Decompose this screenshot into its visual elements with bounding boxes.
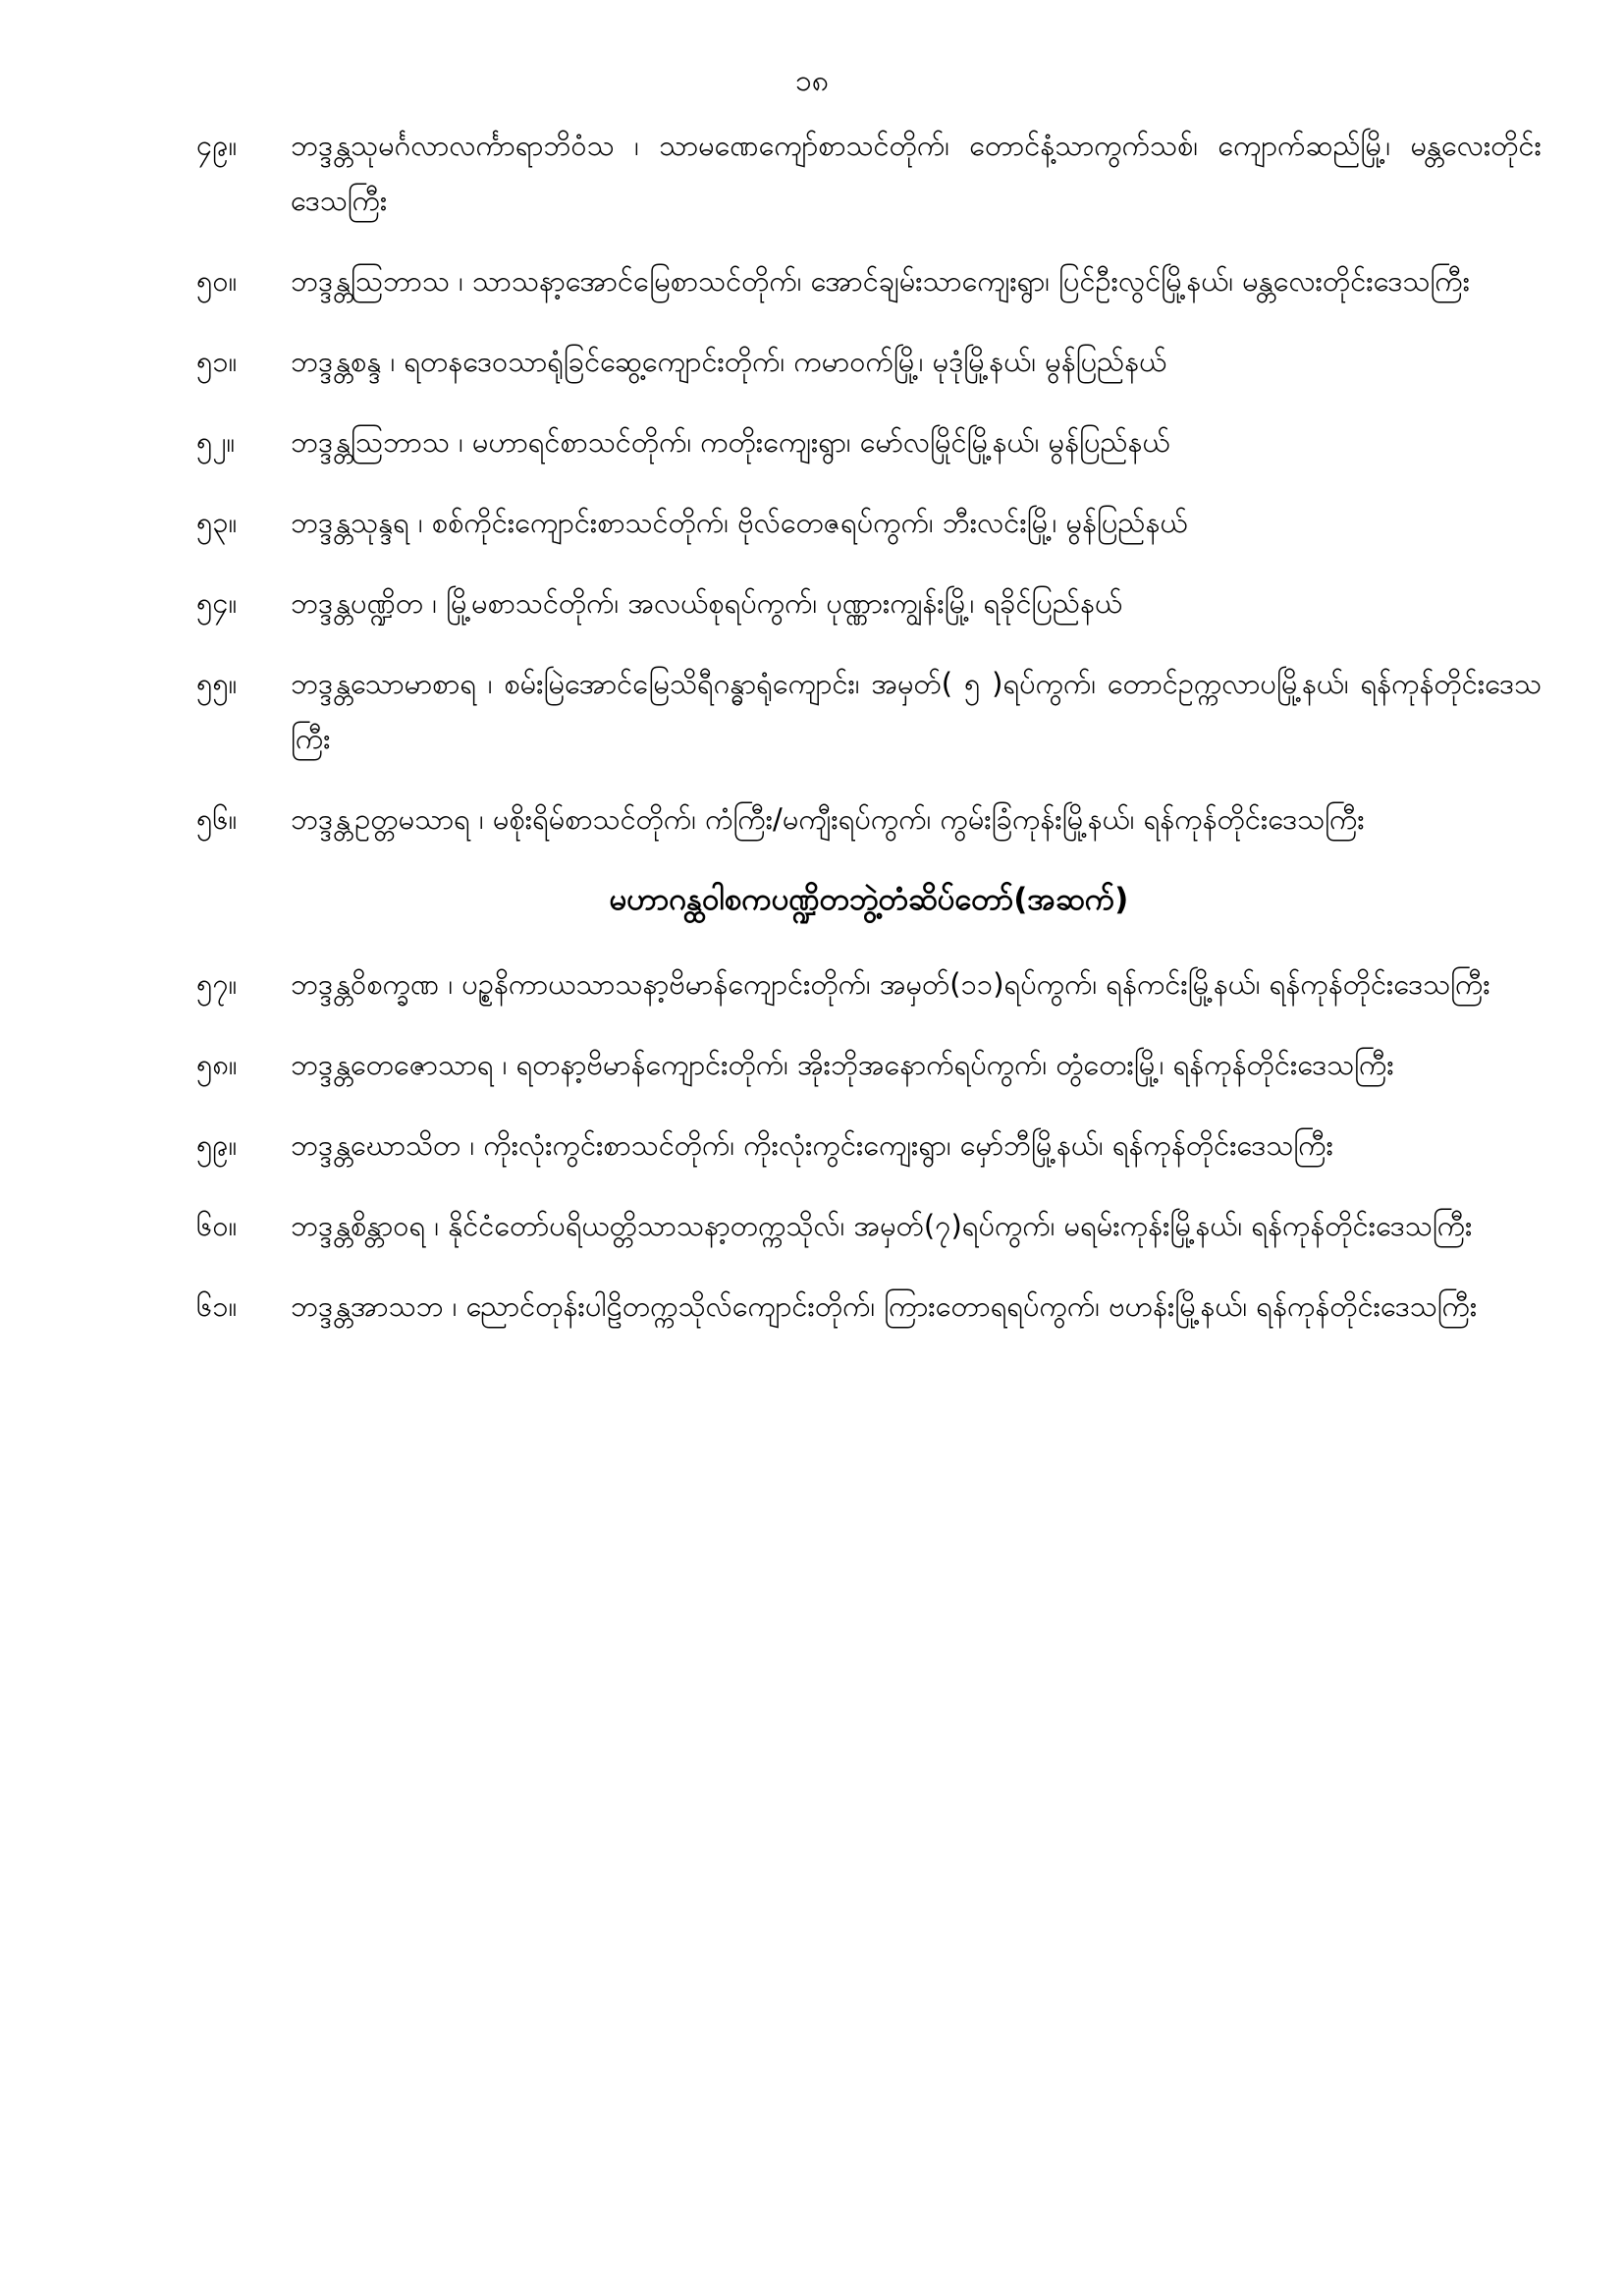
list-item (196, 1198, 1542, 1253)
list-item (196, 495, 1542, 550)
entry-number: ၅၉။ (196, 1128, 238, 1162)
list-item (196, 1118, 1542, 1173)
entry-number: ၆၀။ (196, 1209, 238, 1242)
entry-text: ဘဒ္ဒန္တဥတ္တမသာရ ၊ မစိုးရိမ်စာသင်တိုက်၊ ကံကြီး/မကျီးရပ်ကွက်၊ ကွမ်းခြံကုန်းမြို့နယ်၊ ရန်ကုန်တိုင်းဒေသကြီး (291, 802, 1365, 836)
list-item (196, 1279, 1542, 1334)
list-item (196, 118, 1542, 228)
list-item (196, 575, 1542, 630)
entry-text: ဘဒ္ဒန္တသုမင်္ဂလာလင်္ကာရာဘိဝံသ ၊ သာမဏေကျော်စာသင်တိုက်၊ တောင်နံ့သာကွက်သစ်၊ ကျောက်ဆည်မြို့၊ မန္တလေးတိုင်းဒေသကြီး (291, 129, 1542, 217)
section-heading: မဟာဂန္ထဝါစကပဏ္ဍိတဘွဲ့တံဆိပ်တော်(အဆက်) (609, 882, 1129, 917)
entry-number: ၅၇။ (196, 967, 238, 1001)
entry-number: ၅၄။ (196, 586, 238, 620)
list-item (196, 1037, 1542, 1092)
entry-text: ဘဒ္ဒန္တပဏ္ဍိတ ၊ မြို့မစာသင်တိုက်၊ အလယ်စုရပ်ကွက်၊ ပုဏ္ဏားကျွန်းမြို့၊ ရခိုင်ပြည်နယ် (291, 586, 1123, 620)
entry-number: ၅၃။ (196, 506, 238, 539)
list-item (196, 792, 1542, 847)
page-number: ၁၈ (794, 64, 829, 98)
list-item (196, 253, 1542, 308)
entry-text: ဘဒ္ဒန္တသုန္ဒရ ၊ စစ်ကိုင်းကျောင်းစာသင်တိုက်၊ ဗိုလ်တေဇရပ်ကွက်၊ ဘီးလင်းမြို့၊ မွန်ပြည်နယ် (291, 506, 1188, 539)
entry-number: ၅၈။ (196, 1048, 238, 1081)
entry-text: ဘဒ္ဒန္တဃောသိတ ၊ ကိုးလုံးကွင်းစာသင်တိုက်၊ ကိုးလုံးကွင်းကျေးရွာ၊ မှော်ဘီမြို့နယ်၊ ရန်ကုန်တိုင်းဒေသကြီး (291, 1128, 1333, 1162)
list-item (196, 957, 1542, 1011)
entry-text: ဘဒ္ဒန္တသြဘာသ ၊ သာသနာ့အောင်မြေစာသင်တိုက်၊ အောင်ချမ်းသာကျေးရွာ၊ ပြင်ဦးလွင်မြို့နယ်၊ မန္တလေးတိုင်းဒေသကြီး (291, 264, 1471, 298)
entry-text: ဘဒ္ဒန္တသောမာစာရ ၊ စမ်းမြဲအောင်မြေသိရီဂန္ဓာရုံကျောင်း၊ အမှတ်( ၅ )ရပ်ကွက်၊ တောင်ဥက္ကလာပမြို့နယ်၊ ရန်ကုန်တိုင်းဒေသကြီး (291, 667, 1542, 755)
entry-number: ၄၉။ (196, 129, 238, 162)
entry-number: ၅၆။ (196, 802, 238, 836)
list-item (196, 334, 1542, 389)
entry-text: ဘဒ္ဒန္တစိန္တာဝရ ၊ နိုင်ငံတော်ပရိယတ္တိသာသနာ့တက္ကသိုလ်၊ အမှတ်(၇)ရပ်ကွက်၊ မရမ်းကုန်းမြို့နယ်၊ ရန်ကုန်တိုင်းဒေသကြီး (291, 1209, 1473, 1242)
entry-text: ဘဒ္ဒန္တသြဘာသ ၊ မဟာရင်စာသင်တိုက်၊ ကတိုးကျေးရွာ၊ မော်လမြိုင်မြို့နယ်၊ မွန်ပြည်နယ် (291, 425, 1170, 459)
entry-text: ဘဒ္ဒန္တဝိစက္ခဏ ၊ ပဉ္စနိကာယသာသနာ့ဗိမာန်ကျောင်းတိုက်၊ အမှတ်(၁၁)ရပ်ကွက်၊ ရန်ကင်းမြို့နယ်၊ ရန်ကုန်တိုင်းဒေသကြီး (291, 967, 1490, 1001)
entry-text: ဘဒ္ဒန္တတေဇောသာရ ၊ ရတနာ့ဗိမာန်ကျောင်းတိုက်၊ အိုးဘိုအနောက်ရပ်ကွက်၊ တွံတေးမြို့၊ ရန်ကုန်တိုင်းဒေသကြီး (291, 1048, 1394, 1081)
list-item (196, 656, 1542, 766)
entry-number: ၅၀။ (196, 264, 238, 298)
list-item (196, 414, 1542, 469)
entry-text: ဘဒ္ဒန္တအာသဘ ၊ ညောင်တုန်းပါဠိတက္ကသိုလ်ကျောင်းတိုက်၊ ကြားတောရရပ်ကွက်၊ ဗဟန်းမြို့နယ်၊ ရန်ကုန်တိုင်းဒေသကြီး (291, 1289, 1478, 1323)
entry-number: ၅၅။ (196, 667, 238, 700)
entry-text: ဘဒ္ဒန္တစန္ဒ ၊ ရတနဒေဝသာရုံခြင်ဆွေ့ကျောင်းတိုက်၊ ကမာဝက်မြို့၊ မုဒုံမြို့နယ်၊ မွန်ပြည်နယ် (291, 345, 1167, 378)
entry-list (196, 118, 1542, 1359)
entry-number: ၅၂။ (196, 425, 236, 459)
entry-number: ၆၁။ (196, 1289, 238, 1323)
entry-number: ၅၁။ (196, 345, 238, 378)
